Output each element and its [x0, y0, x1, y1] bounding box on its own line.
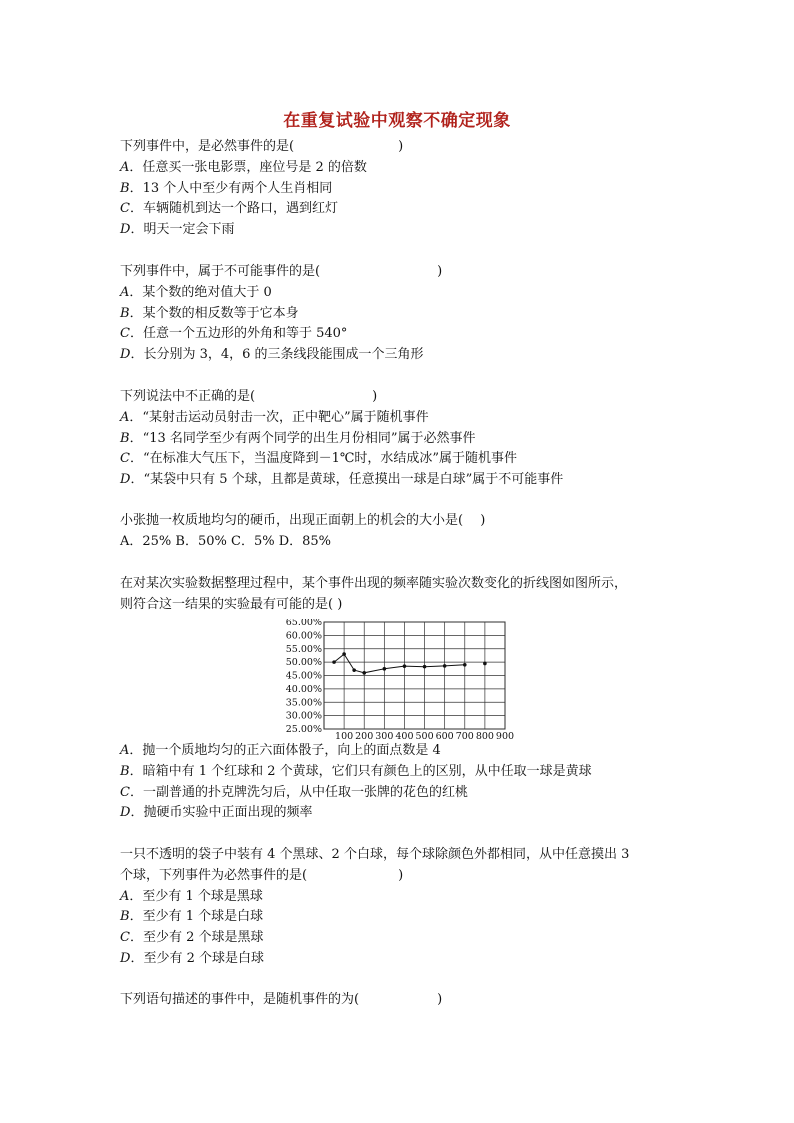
option-b[interactable]: [120, 429, 680, 450]
x-tick-label: 200: [355, 731, 374, 742]
y-tick-label: 30.00%: [285, 710, 322, 722]
question-2: [120, 262, 680, 366]
option-text: ．“某射击运动员射击一次，正中靶心”属于随机事件: [129, 409, 429, 425]
option-letter: D: [120, 472, 131, 488]
option-text: ．“在标准大气压下，当温度降到－1℃时，水结成冰”属于随机事件: [129, 451, 518, 467]
chart-series: [332, 652, 486, 674]
option-c[interactable]: [120, 783, 680, 804]
option-d[interactable]: [120, 803, 680, 824]
option-a[interactable]: [120, 158, 680, 179]
x-tick-label: 400: [395, 731, 414, 742]
option-letter: D: [120, 805, 131, 821]
option-letter: D: [120, 347, 131, 363]
data-point: [443, 664, 447, 668]
option-a[interactable]: [120, 408, 680, 429]
option-text: ．车辆随机到达一个路口，遇到红灯: [129, 201, 338, 217]
data-point: [332, 660, 336, 664]
question-stem: 小张抛一枚质地均匀的硬币，出现正面朝上的机会的大小是( ): [120, 513, 486, 528]
options-inline[interactable]: A．25% B．50% C．5% D．85%: [120, 533, 332, 549]
option-letter: B: [120, 430, 130, 446]
question-stem: 下列事件中，属于不可能事件的是( ): [120, 264, 443, 279]
question-7: [120, 990, 680, 1011]
frequency-chart: [282, 619, 514, 743]
option-letter: D: [120, 950, 131, 966]
data-point: [423, 665, 427, 669]
y-tick-label: 60.00%: [285, 630, 322, 642]
option-a[interactable]: [120, 887, 680, 908]
option-d[interactable]: [120, 345, 680, 366]
question-6: [120, 845, 680, 970]
y-tick-label: 45.00%: [285, 670, 322, 682]
option-text: ．长分别为 3，4，6 的三条线段能围成一个三角形: [130, 347, 424, 363]
question-stem: 一只不透明的袋子中装有 4 个黑球、2 个白球，每个球除颜色外都相同，从中任意摸出 3: [120, 847, 630, 862]
y-tick-label: 40.00%: [285, 683, 322, 695]
question-stem: 在对某次实验数据整理过程中，某个事件出现的频率随实验次数变化的折线图如图所示，: [120, 576, 628, 591]
option-b[interactable]: [120, 762, 680, 783]
question-1: [120, 137, 680, 241]
y-tick-label: 25.00%: [285, 724, 322, 735]
option-text: ．抛硬币实验中正面出现的频率: [130, 805, 313, 821]
option-letter: A: [120, 888, 130, 904]
option-letter: B: [120, 305, 130, 321]
option-letter: B: [120, 763, 130, 779]
option-letter: A: [120, 409, 130, 425]
y-tick-label: 55.00%: [285, 643, 322, 655]
option-text: ．13 个人中至少有两个人生肖相同: [129, 180, 333, 196]
x-tick-label: 600: [435, 731, 454, 742]
data-point: [352, 668, 356, 672]
data-point: [483, 662, 487, 666]
data-point: [383, 667, 387, 671]
data-point: [403, 664, 407, 668]
question-5: [120, 574, 680, 616]
option-c[interactable]: [120, 199, 680, 220]
y-axis-labels: [286, 619, 322, 735]
y-tick-label: 35.00%: [285, 697, 322, 709]
option-text: ．任意一个五边形的外角和等于 540°: [129, 326, 348, 342]
option-d[interactable]: [120, 220, 680, 241]
option-b[interactable]: [120, 907, 680, 928]
option-text: ．暗箱中有 1 个红球和 2 个黄球，它们只有颜色上的区别，从中任取一球是黄球: [129, 763, 592, 779]
data-point: [362, 671, 366, 675]
option-text: ．至少有 1 个球是白球: [129, 909, 264, 925]
option-letter: D: [120, 222, 131, 238]
y-tick-label: 50.00%: [285, 657, 322, 669]
option-letter: C: [120, 930, 130, 946]
option-text: ．“13 名同学至少有两个同学的出生月份相同”属于必然事件: [129, 430, 476, 446]
y-tick-label: 65.00%: [285, 619, 322, 628]
option-letter: C: [120, 784, 130, 800]
x-tick-label: 700: [455, 731, 474, 742]
data-point: [342, 652, 346, 656]
option-a[interactable]: [120, 741, 680, 762]
option-text: ．至少有 2 个球是白球: [130, 950, 264, 966]
option-letter: C: [120, 326, 130, 342]
frequency-line-chart: [282, 619, 514, 743]
question-3: [120, 387, 680, 491]
option-text: ．至少有 2 个球是黑球: [129, 930, 264, 946]
document-title: 在重复试验中观察不确定现象: [283, 111, 511, 131]
x-tick-label: 300: [375, 731, 394, 742]
option-text: ．某个数的相反数等于它本身: [129, 305, 299, 321]
question-stem: 下列语句描述的事件中，是随机事件的为( ): [120, 992, 443, 1007]
option-b[interactable]: [120, 179, 680, 200]
option-text: ．“某袋中只有 5 个球，且都是黄球，任意摸出一球是白球”属于不可能事件: [130, 472, 564, 488]
option-letter: A: [120, 743, 130, 758]
question-5-options: [120, 741, 680, 824]
option-text: ．任意买一张电影票，座位号是 2 的倍数: [129, 159, 367, 175]
option-c[interactable]: [120, 928, 680, 949]
x-tick-label: 100: [335, 731, 354, 742]
option-a[interactable]: [120, 283, 680, 304]
question-4: [120, 511, 680, 553]
question-stem-cont: 则符合这一结果的实验最有可能的是( ): [120, 596, 343, 612]
x-tick-label: 900: [495, 731, 514, 742]
option-d[interactable]: [120, 470, 680, 491]
question-stem: 下列说法中不正确的是( ): [120, 389, 378, 404]
option-d[interactable]: [120, 949, 680, 970]
option-letter: A: [120, 159, 130, 175]
question-stem: 下列事件中，是必然事件的是( ): [120, 139, 404, 154]
option-c[interactable]: [120, 449, 680, 470]
option-letter: B: [120, 909, 130, 925]
chart-grid: [324, 622, 505, 729]
option-text: ．一副普通的扑克牌洗匀后，从中任取一张牌的花色的红桃: [129, 784, 468, 800]
option-letter: A: [120, 284, 130, 300]
option-c[interactable]: [120, 324, 680, 345]
option-letter: B: [120, 180, 130, 196]
question-stem-cont: 个球，下列事件为必然事件的是( ): [120, 867, 404, 883]
option-text: ．明天一定会下雨: [130, 222, 235, 238]
option-b[interactable]: [120, 304, 680, 325]
option-letter: C: [120, 451, 130, 467]
option-text: ．至少有 1 个球是黑球: [129, 888, 263, 904]
option-text: ．抛一个质地均匀的正六面体骰子，向上的面点数是 4: [129, 743, 441, 758]
option-text: ．某个数的绝对值大于 0: [129, 284, 272, 300]
option-letter: C: [120, 201, 130, 217]
data-point: [463, 663, 467, 667]
x-tick-label: 800: [475, 731, 494, 742]
x-tick-label: 500: [415, 731, 434, 742]
